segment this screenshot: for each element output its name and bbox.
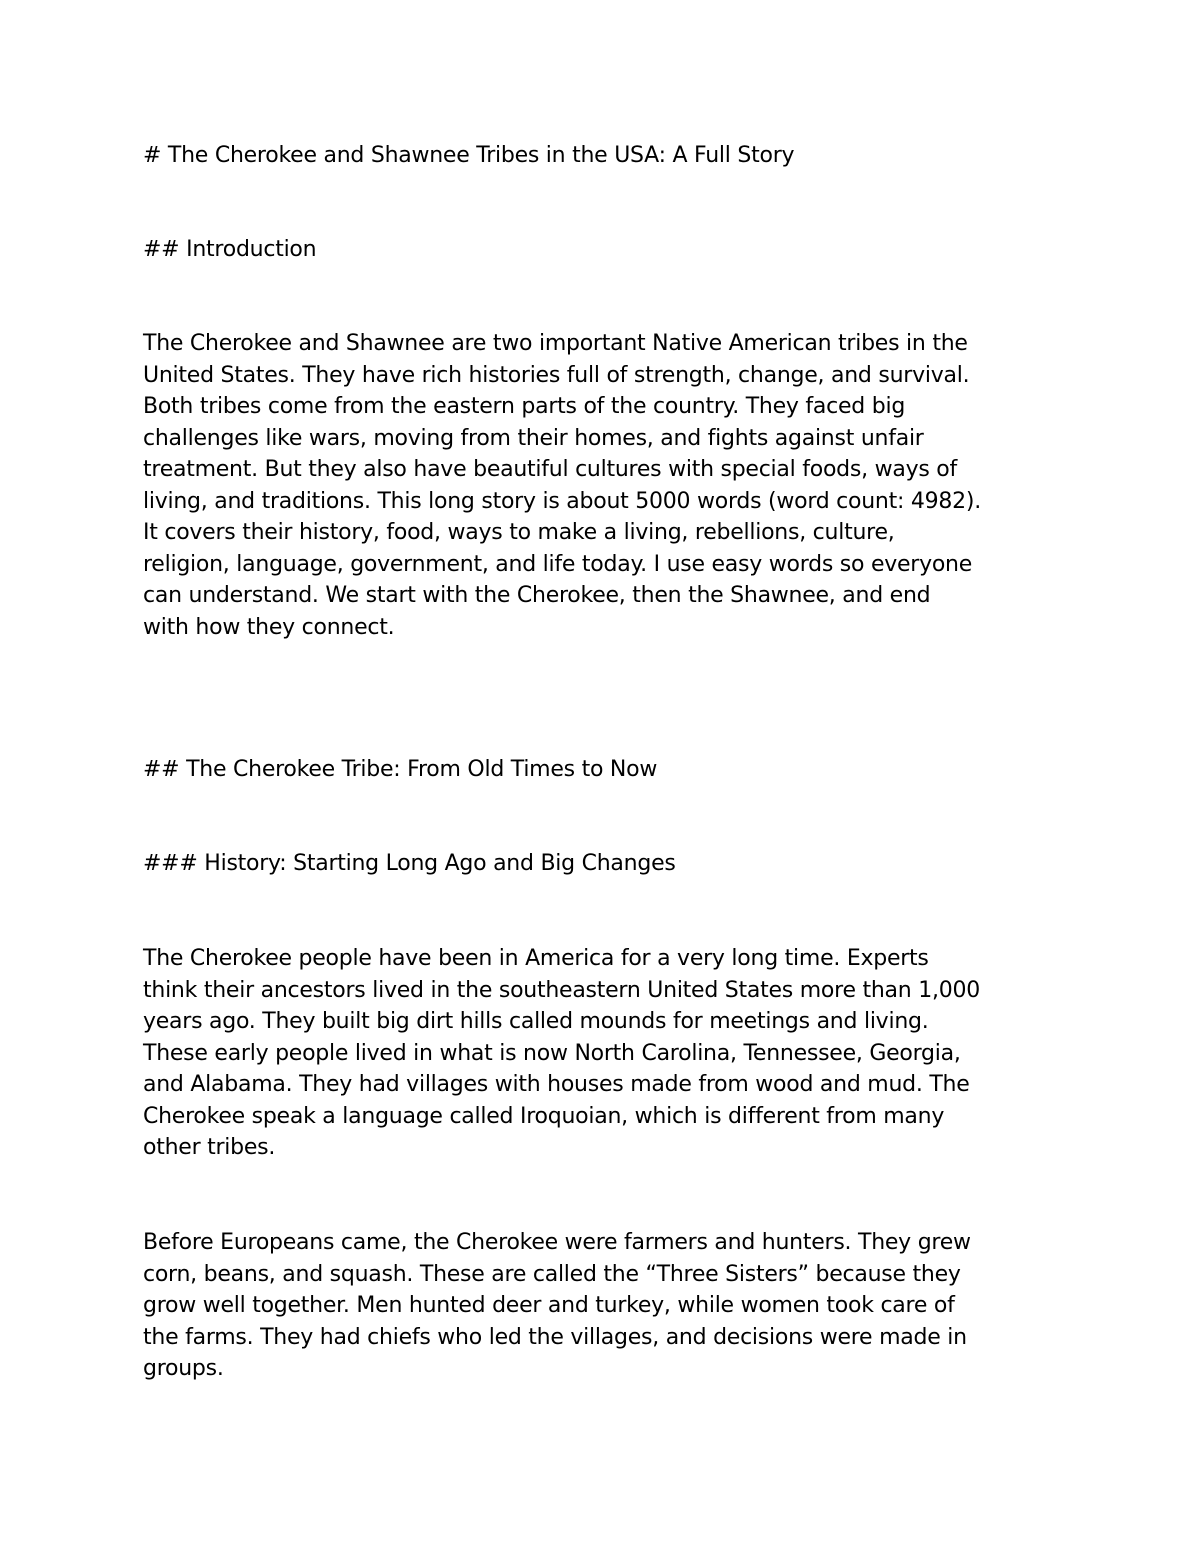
introduction-paragraph: The Cherokee and Shawnee are two important Native American tribes in the United States. They have rich histories full of strength, change, and survival. Both tribes come from the eastern parts of the country. They faced big challenges like wars, moving from their homes, and fights against unfair treatment. But they also have beautiful cultures with special foods, ways of living, and traditions. This long story is about 5000 words (word count: 4982). It covers their history, food, ways to make a living, rebellions, culture, religion, language, government, and life today. I use easy words so everyone can understand. We start with the Cherokee, then the Shawnee, and end with how they connect.	[143, 331, 981, 640]
introduction-heading: ## Introduction	[143, 237, 317, 262]
document-title: # The Cherokee and Shawnee Tribes in the USA: A Full Story	[143, 143, 795, 168]
history-paragraph-1: The Cherokee people have been in America for a very long time. Experts think their ancestors lived in the southeastern United States more than 1,000 years ago. They built big dirt hills called mounds for meetings and living. These early people lived in what is now North Carolina, Tennessee, Georgia, and Alabama. They had villages with houses made from wood and mud. The Cherokee speak a language called Iroquoian, which is different from many other tribes.	[143, 946, 980, 1160]
history-paragraph-2: Before Europeans came, the Cherokee were farmers and hunters. They grew corn, beans, and squash. These are called the “Three Sisters” because they grow well together. Men hunted deer and turkey, while women took care of the farms. They had chiefs who led the villages, and decisions were made in groups.	[143, 1230, 971, 1381]
cherokee-section-heading: ## The Cherokee Tribe: From Old Times to Now	[143, 757, 658, 782]
history-subheading: ### History: Starting Long Ago and Big Changes	[143, 851, 676, 876]
